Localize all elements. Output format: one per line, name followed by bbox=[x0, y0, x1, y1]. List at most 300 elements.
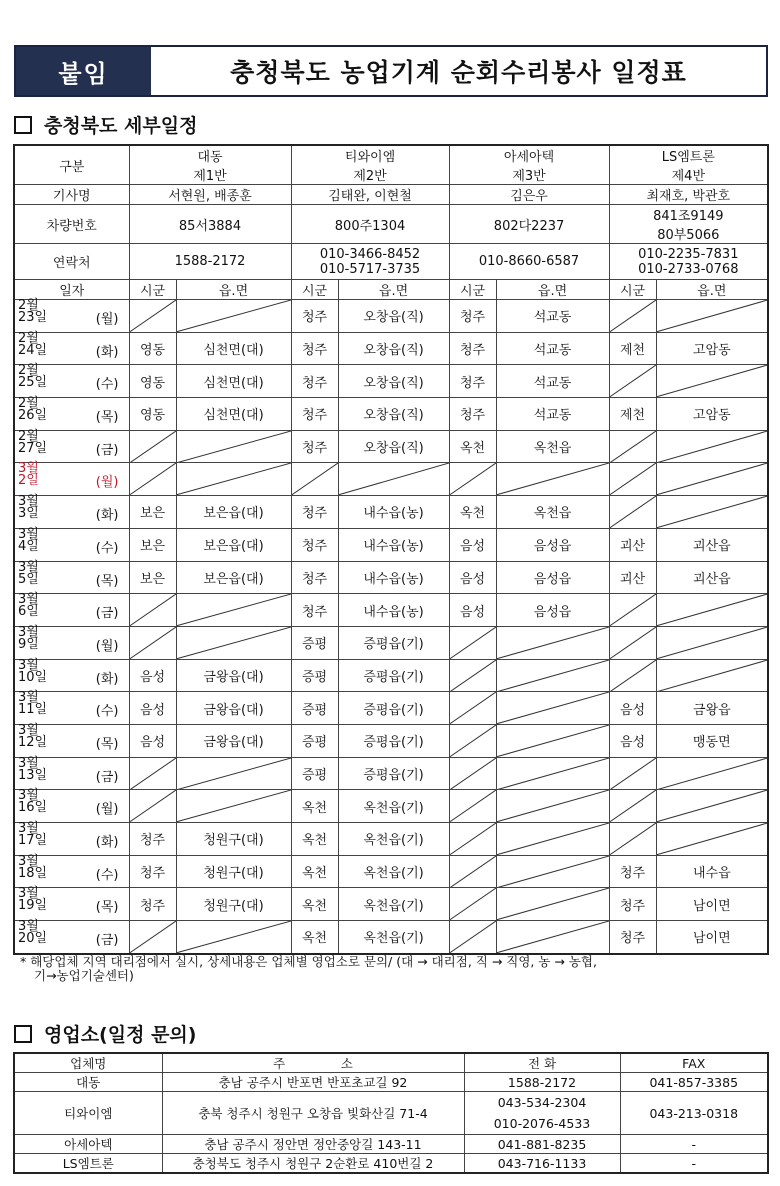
date-month: 3월 bbox=[18, 624, 39, 640]
sigun-cell: 괴산 bbox=[609, 528, 656, 561]
empty-slash-cell bbox=[656, 626, 768, 659]
eupmyeon-cell: 맹동면 bbox=[656, 724, 768, 757]
office-phone: 043-716-1133 bbox=[464, 1154, 620, 1174]
date-month: 2월 bbox=[18, 330, 39, 346]
date-month: 2월 bbox=[18, 363, 39, 379]
date-day: 16일 bbox=[18, 800, 48, 816]
sigun-column-header: 시군 bbox=[609, 280, 656, 300]
date-month: 3월 bbox=[18, 559, 39, 575]
sigun-cell: 제천 bbox=[609, 398, 656, 431]
date-weekday: (화) bbox=[95, 671, 119, 687]
empty-slash-cell bbox=[609, 659, 656, 692]
sigun-cell: 음성 bbox=[129, 724, 176, 757]
schedule-row bbox=[14, 921, 768, 954]
sigun-column-header: 시군 bbox=[291, 280, 338, 300]
eupmyeon-cell: 오창읍(직) bbox=[338, 365, 449, 398]
date-weekday: (수) bbox=[95, 867, 119, 883]
eupmyeon-cell: 옥천읍(기) bbox=[338, 790, 449, 823]
empty-slash-cell bbox=[609, 430, 656, 463]
sigun-cell: 청주 bbox=[609, 888, 656, 921]
eupmyeon-cell: 옥천읍 bbox=[496, 496, 609, 529]
empty-slash-cell bbox=[496, 626, 609, 659]
sigun-cell: 음성 bbox=[449, 561, 496, 594]
date-month: 2월 bbox=[18, 298, 39, 313]
sigun-cell: 음성 bbox=[449, 594, 496, 627]
empty-slash-cell bbox=[176, 626, 291, 659]
office-company: 대동 bbox=[14, 1073, 162, 1092]
eupmyeon-cell: 괴산읍 bbox=[656, 528, 768, 561]
empty-slash-cell bbox=[291, 463, 338, 496]
schedule-row bbox=[14, 332, 768, 365]
empty-slash-cell bbox=[176, 463, 291, 496]
sigun-cell: 옥천 bbox=[291, 921, 338, 954]
sigun-cell: 청주 bbox=[449, 398, 496, 431]
date-day: 23일 bbox=[18, 310, 48, 325]
empty-slash-cell bbox=[176, 594, 291, 627]
empty-slash-cell bbox=[496, 855, 609, 888]
title-banner bbox=[14, 45, 768, 97]
eupmyeon-cell: 증평읍(기) bbox=[338, 757, 449, 790]
date-day: 25일 bbox=[18, 375, 48, 391]
section-heading-schedule bbox=[14, 111, 197, 138]
vehicle-number: 802다2237 bbox=[449, 205, 609, 244]
office-phone: 041-881-8235 bbox=[464, 1135, 620, 1154]
date-cell bbox=[14, 398, 129, 431]
date-day: 3일 bbox=[18, 506, 39, 522]
attachment-tag: 붙임 bbox=[16, 47, 151, 95]
eupmyeon-column-header: 읍.면 bbox=[656, 280, 768, 300]
eupmyeon-cell: 옥천읍(기) bbox=[338, 855, 449, 888]
sigun-cell: 옥천 bbox=[291, 888, 338, 921]
eupmyeon-cell: 오창읍(직) bbox=[338, 332, 449, 365]
empty-slash-cell bbox=[176, 790, 291, 823]
empty-slash-cell bbox=[496, 757, 609, 790]
office-phone: 043-534-2304 010-2076-4533 bbox=[464, 1092, 620, 1135]
eupmyeon-cell: 옥천읍(기) bbox=[338, 823, 449, 856]
sigun-cell: 청주 bbox=[291, 561, 338, 594]
date-month: 3월 bbox=[18, 886, 39, 902]
section-title: 충청북도 세부일정 bbox=[44, 115, 198, 137]
eupmyeon-cell: 증평읍(기) bbox=[338, 692, 449, 725]
date-day: 9일 bbox=[18, 636, 39, 652]
empty-slash-cell bbox=[609, 594, 656, 627]
date-cell bbox=[14, 463, 129, 496]
empty-slash-cell bbox=[496, 692, 609, 725]
date-day: 6일 bbox=[18, 604, 39, 620]
office-address: 충청북도 청주시 청원구 2순환로 410번길 2 bbox=[162, 1154, 464, 1174]
empty-slash-cell bbox=[496, 790, 609, 823]
empty-slash-cell bbox=[656, 790, 768, 823]
empty-slash-cell bbox=[609, 823, 656, 856]
date-weekday: (목) bbox=[95, 410, 119, 426]
date-month: 3월 bbox=[18, 494, 39, 510]
team-header: 아세아텍 제3반 bbox=[449, 145, 609, 185]
date-weekday: (목) bbox=[95, 736, 119, 752]
eupmyeon-cell: 석교동 bbox=[496, 365, 609, 398]
empty-slash-cell bbox=[496, 888, 609, 921]
date-day: 5일 bbox=[18, 571, 39, 587]
empty-slash-cell bbox=[449, 463, 496, 496]
eupmyeon-cell: 석교동 bbox=[496, 300, 609, 333]
empty-slash-cell bbox=[496, 659, 609, 692]
mechanic-names: 김은우 bbox=[449, 185, 609, 205]
empty-slash-cell bbox=[449, 790, 496, 823]
sigun-cell: 옥천 bbox=[291, 823, 338, 856]
date-weekday: (월) bbox=[95, 638, 119, 654]
mechanic-names: 최재호, 박관호 bbox=[609, 185, 768, 205]
schedule-row bbox=[14, 855, 768, 888]
empty-slash-cell bbox=[449, 659, 496, 692]
office-fax: - bbox=[620, 1154, 768, 1174]
sigun-cell: 증평 bbox=[291, 692, 338, 725]
empty-slash-cell bbox=[609, 300, 656, 333]
eupmyeon-cell: 음성읍 bbox=[496, 561, 609, 594]
sigun-cell: 청주 bbox=[449, 300, 496, 333]
sigun-cell: 청주 bbox=[291, 365, 338, 398]
schedule-row bbox=[14, 398, 768, 431]
eupmyeon-cell: 오창읍(직) bbox=[338, 430, 449, 463]
eupmyeon-cell: 남이면 bbox=[656, 888, 768, 921]
sigun-cell: 보은 bbox=[129, 528, 176, 561]
sigun-cell: 제천 bbox=[609, 332, 656, 365]
eupmyeon-cell: 심천면(대) bbox=[176, 332, 291, 365]
office-company: LS엠트론 bbox=[14, 1154, 162, 1174]
office-phone: 1588-2172 bbox=[464, 1073, 620, 1092]
sigun-cell: 옥천 bbox=[449, 430, 496, 463]
sigun-cell: 증평 bbox=[291, 757, 338, 790]
schedule-row bbox=[14, 528, 768, 561]
section-title: 영업소(일정 문의) bbox=[44, 1024, 197, 1046]
sigun-cell: 영동 bbox=[129, 332, 176, 365]
date-weekday: (금) bbox=[95, 606, 119, 622]
eupmyeon-cell: 청원구(대) bbox=[176, 888, 291, 921]
empty-slash-cell bbox=[656, 430, 768, 463]
sigun-cell: 영동 bbox=[129, 365, 176, 398]
schedule-row bbox=[14, 365, 768, 398]
sigun-cell: 영동 bbox=[129, 398, 176, 431]
contact-number: 010-3466-8452 010-5717-3735 bbox=[291, 244, 449, 280]
sigun-cell: 음성 bbox=[129, 659, 176, 692]
eupmyeon-cell: 심천면(대) bbox=[176, 365, 291, 398]
office-company: 아세아텍 bbox=[14, 1135, 162, 1154]
eupmyeon-cell: 오창읍(직) bbox=[338, 398, 449, 431]
empty-slash-cell bbox=[609, 626, 656, 659]
date-month: 3월 bbox=[18, 722, 39, 738]
eupmyeon-column-header: 읍.면 bbox=[496, 280, 609, 300]
date-cell bbox=[14, 888, 129, 921]
date-weekday: (금) bbox=[95, 933, 119, 949]
date-month: 2월 bbox=[18, 428, 39, 444]
schedule-row bbox=[14, 823, 768, 856]
date-month: 3월 bbox=[18, 592, 39, 608]
empty-slash-cell bbox=[449, 855, 496, 888]
eupmyeon-cell: 고암동 bbox=[656, 332, 768, 365]
date-weekday: (금) bbox=[95, 442, 119, 458]
vehicle-number: 841조9149 80부5066 bbox=[609, 205, 768, 244]
team-header: 대동 제1반 bbox=[129, 145, 291, 185]
empty-slash-cell bbox=[656, 823, 768, 856]
office-address: 충남 공주시 반포면 반포초교길 92 bbox=[162, 1073, 464, 1092]
date-cell bbox=[14, 855, 129, 888]
schedule-row bbox=[14, 724, 768, 757]
footnote bbox=[20, 955, 770, 983]
date-cell bbox=[14, 365, 129, 398]
empty-slash-cell bbox=[656, 463, 768, 496]
contact-number: 1588-2172 bbox=[129, 244, 291, 280]
eupmyeon-cell: 오창읍(직) bbox=[338, 300, 449, 333]
date-day: 26일 bbox=[18, 408, 48, 424]
office-header-fax: FAX bbox=[620, 1053, 768, 1073]
mechanic-names: 김태완, 이현철 bbox=[291, 185, 449, 205]
date-month: 3월 bbox=[18, 461, 39, 477]
sigun-cell: 청주 bbox=[291, 332, 338, 365]
date-day: 12일 bbox=[18, 734, 48, 750]
empty-slash-cell bbox=[496, 463, 609, 496]
date-weekday: (월) bbox=[95, 802, 119, 818]
sigun-cell: 음성 bbox=[449, 528, 496, 561]
empty-slash-cell bbox=[496, 724, 609, 757]
contact-label: 연락처 bbox=[14, 244, 129, 280]
date-cell bbox=[14, 496, 129, 529]
date-cell bbox=[14, 626, 129, 659]
eupmyeon-column-header: 읍.면 bbox=[338, 280, 449, 300]
schedule-row bbox=[14, 463, 768, 496]
eupmyeon-cell: 고암동 bbox=[656, 398, 768, 431]
eupmyeon-cell: 내수읍(농) bbox=[338, 496, 449, 529]
empty-slash-cell bbox=[338, 463, 449, 496]
date-day: 19일 bbox=[18, 898, 48, 914]
office-header-phone: 전 화 bbox=[464, 1053, 620, 1073]
empty-slash-cell bbox=[496, 921, 609, 954]
vehicle-number: 85서3884 bbox=[129, 205, 291, 244]
eupmyeon-cell: 금왕읍(대) bbox=[176, 659, 291, 692]
date-cell bbox=[14, 790, 129, 823]
schedule-row bbox=[14, 790, 768, 823]
date-day: 17일 bbox=[18, 833, 48, 848]
sigun-cell: 옥천 bbox=[291, 790, 338, 823]
eupmyeon-cell: 내수읍 bbox=[656, 855, 768, 888]
date-weekday: (월) bbox=[95, 475, 119, 491]
eupmyeon-cell: 남이면 bbox=[656, 921, 768, 954]
mechanic-names: 서현원, 배종훈 bbox=[129, 185, 291, 205]
sigun-cell: 괴산 bbox=[609, 561, 656, 594]
eupmyeon-cell: 금왕읍(대) bbox=[176, 692, 291, 725]
date-cell bbox=[14, 594, 129, 627]
office-fax: 043-213-0318 bbox=[620, 1092, 768, 1135]
team-header: LS엠트론 제4반 bbox=[609, 145, 768, 185]
date-weekday: (수) bbox=[95, 704, 119, 720]
date-weekday: (수) bbox=[95, 377, 119, 393]
schedule-row bbox=[14, 757, 768, 790]
team-header: 티와이엠 제2반 bbox=[291, 145, 449, 185]
date-weekday: (금) bbox=[95, 769, 119, 785]
date-month: 3월 bbox=[18, 690, 39, 706]
empty-slash-cell bbox=[609, 463, 656, 496]
sigun-cell: 음성 bbox=[609, 692, 656, 725]
date-cell bbox=[14, 692, 129, 725]
date-month: 3월 bbox=[18, 919, 39, 935]
eupmyeon-cell: 보은읍(대) bbox=[176, 561, 291, 594]
eupmyeon-cell: 청원구(대) bbox=[176, 855, 291, 888]
eupmyeon-cell: 괴산읍 bbox=[656, 561, 768, 594]
date-weekday: (화) bbox=[95, 344, 119, 360]
schedule-row bbox=[14, 888, 768, 921]
eupmyeon-cell: 증평읍(기) bbox=[338, 724, 449, 757]
date-cell bbox=[14, 528, 129, 561]
date-day: 11일 bbox=[18, 702, 48, 718]
sigun-column-header: 시군 bbox=[129, 280, 176, 300]
empty-slash-cell bbox=[656, 659, 768, 692]
empty-slash-cell bbox=[496, 823, 609, 856]
empty-slash-cell bbox=[449, 757, 496, 790]
eupmyeon-cell: 증평읍(기) bbox=[338, 659, 449, 692]
schedule-row bbox=[14, 561, 768, 594]
eupmyeon-cell: 음성읍 bbox=[496, 528, 609, 561]
schedule-row bbox=[14, 430, 768, 463]
category-label: 구분 bbox=[14, 145, 129, 185]
empty-slash-cell bbox=[129, 921, 176, 954]
office-table bbox=[13, 1052, 769, 1174]
empty-slash-cell bbox=[449, 921, 496, 954]
office-address: 충남 공주시 정안면 정안중앙길 143-11 bbox=[162, 1135, 464, 1154]
empty-slash-cell bbox=[609, 790, 656, 823]
sigun-cell: 청주 bbox=[609, 921, 656, 954]
date-cell bbox=[14, 659, 129, 692]
sigun-cell: 증평 bbox=[291, 724, 338, 757]
sigun-cell: 청주 bbox=[291, 496, 338, 529]
empty-slash-cell bbox=[129, 594, 176, 627]
date-cell bbox=[14, 724, 129, 757]
empty-slash-cell bbox=[449, 823, 496, 856]
sigun-cell: 청주 bbox=[129, 888, 176, 921]
date-day: 27일 bbox=[18, 440, 48, 456]
office-fax: 041-857-3385 bbox=[620, 1073, 768, 1092]
schedule-table bbox=[13, 144, 769, 955]
office-fax: - bbox=[620, 1135, 768, 1154]
contact-number: 010-8660-6587 bbox=[449, 244, 609, 280]
date-day: 24일 bbox=[18, 342, 48, 358]
empty-slash-cell bbox=[176, 921, 291, 954]
empty-slash-cell bbox=[129, 626, 176, 659]
schedule-row bbox=[14, 659, 768, 692]
date-day: 4일 bbox=[18, 538, 39, 554]
date-day: 10일 bbox=[18, 669, 48, 685]
sigun-cell: 증평 bbox=[291, 626, 338, 659]
sigun-cell: 옥천 bbox=[291, 855, 338, 888]
date-weekday: (화) bbox=[95, 508, 119, 524]
date-column-header: 일자 bbox=[14, 280, 129, 300]
eupmyeon-cell: 보은읍(대) bbox=[176, 496, 291, 529]
date-cell bbox=[14, 561, 129, 594]
empty-slash-cell bbox=[609, 496, 656, 529]
date-month: 3월 bbox=[18, 657, 39, 673]
section-heading-offices bbox=[14, 1020, 196, 1047]
date-month: 2월 bbox=[18, 396, 39, 412]
office-address: 충북 청주시 청원구 오창읍 빛화산길 71-4 bbox=[162, 1092, 464, 1135]
empty-slash-cell bbox=[129, 430, 176, 463]
date-day: 18일 bbox=[18, 865, 48, 881]
empty-slash-cell bbox=[656, 757, 768, 790]
empty-slash-cell bbox=[449, 888, 496, 921]
eupmyeon-cell: 내수읍(농) bbox=[338, 528, 449, 561]
vehicle-label: 차량번호 bbox=[14, 205, 129, 244]
date-month: 3월 bbox=[18, 755, 39, 771]
sigun-cell: 음성 bbox=[129, 692, 176, 725]
sigun-cell: 증평 bbox=[291, 659, 338, 692]
eupmyeon-cell: 금왕읍 bbox=[656, 692, 768, 725]
eupmyeon-cell: 증평읍(기) bbox=[338, 626, 449, 659]
eupmyeon-cell: 옥천읍 bbox=[496, 430, 609, 463]
footnote-line: 기→농업기술센터) bbox=[34, 968, 134, 983]
date-weekday: (월) bbox=[95, 312, 119, 327]
eupmyeon-cell: 내수읍(농) bbox=[338, 561, 449, 594]
eupmyeon-cell: 석교동 bbox=[496, 398, 609, 431]
date-cell bbox=[14, 332, 129, 365]
eupmyeon-column-header: 읍.면 bbox=[176, 280, 291, 300]
date-month: 3월 bbox=[18, 821, 39, 836]
empty-slash-cell bbox=[609, 757, 656, 790]
sigun-cell: 청주 bbox=[449, 365, 496, 398]
empty-slash-cell bbox=[176, 300, 291, 333]
schedule-row bbox=[14, 496, 768, 529]
empty-slash-cell bbox=[656, 496, 768, 529]
date-weekday: (화) bbox=[95, 835, 119, 850]
vehicle-number: 800주1304 bbox=[291, 205, 449, 244]
sigun-cell: 청주 bbox=[129, 855, 176, 888]
empty-slash-cell bbox=[176, 430, 291, 463]
date-day: 13일 bbox=[18, 767, 48, 783]
empty-slash-cell bbox=[609, 365, 656, 398]
date-month: 3월 bbox=[18, 853, 39, 869]
empty-slash-cell bbox=[129, 300, 176, 333]
eupmyeon-cell: 심천면(대) bbox=[176, 398, 291, 431]
date-cell bbox=[14, 921, 129, 954]
eupmyeon-cell: 음성읍 bbox=[496, 594, 609, 627]
date-weekday: (수) bbox=[95, 540, 119, 556]
date-cell bbox=[14, 823, 129, 856]
date-weekday: (목) bbox=[95, 573, 119, 589]
empty-slash-cell bbox=[129, 463, 176, 496]
office-company: 티와이엠 bbox=[14, 1092, 162, 1135]
schedule-row bbox=[14, 626, 768, 659]
mechanic-label: 기사명 bbox=[14, 185, 129, 205]
contact-number: 010-2235-7831 010-2733-0768 bbox=[609, 244, 768, 280]
sigun-cell: 옥천 bbox=[449, 496, 496, 529]
empty-slash-cell bbox=[129, 757, 176, 790]
date-day: 2일 bbox=[18, 473, 39, 489]
eupmyeon-cell: 석교동 bbox=[496, 332, 609, 365]
office-header-address: 주 소 bbox=[162, 1053, 464, 1073]
sigun-cell: 청주 bbox=[129, 823, 176, 856]
sigun-cell: 청주 bbox=[291, 398, 338, 431]
empty-slash-cell bbox=[449, 724, 496, 757]
sigun-cell: 청주 bbox=[291, 528, 338, 561]
empty-slash-cell bbox=[656, 300, 768, 333]
date-cell bbox=[14, 430, 129, 463]
sigun-column-header: 시군 bbox=[449, 280, 496, 300]
page-title: 충청북도 농업기계 순회수리봉사 일정표 bbox=[230, 58, 687, 87]
checkbox-square-icon bbox=[14, 116, 32, 134]
office-header-company: 업체명 bbox=[14, 1053, 162, 1073]
empty-slash-cell bbox=[449, 692, 496, 725]
eupmyeon-cell: 금왕읍(대) bbox=[176, 724, 291, 757]
empty-slash-cell bbox=[449, 626, 496, 659]
eupmyeon-cell: 보은읍(대) bbox=[176, 528, 291, 561]
sigun-cell: 음성 bbox=[609, 724, 656, 757]
eupmyeon-cell: 내수읍(농) bbox=[338, 594, 449, 627]
empty-slash-cell bbox=[129, 790, 176, 823]
sigun-cell: 청주 bbox=[291, 430, 338, 463]
